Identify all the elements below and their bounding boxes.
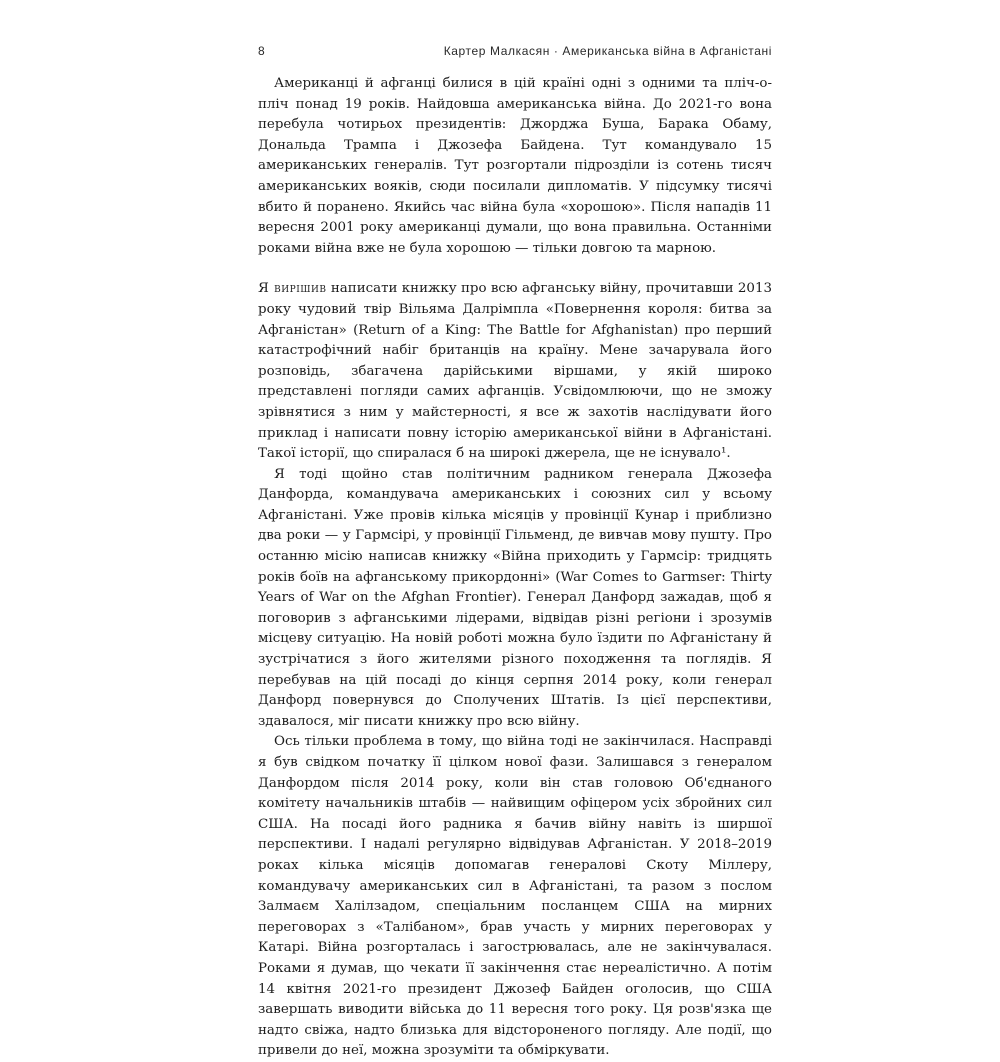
paragraph-2 [258, 279, 772, 464]
page-number: 8 [258, 44, 266, 58]
paragraph-4: Ось тільки проблема в тому, що війна тоді не закінчилася. Насправді я був свідком початку її цілком нової фази. Залишався з генералом Данфордом після 2014 року, коли він став головою Об'єднаного комітету начальників штабів — найвищим офіцером усіх збройних сил США. На посаді його радника я бачив війну навіть із ширшої перспективи. І надалі регулярно відвідував Афганістан. У 2018–2019 роках кілька місяців допомагав генералові Скоту Міллеру, командувачу американських сил в Афганістані, та разом з послом Залмаєм Халілзадом, спеціальним посланцем США на мирних переговорах з «Талібаном», брав участь у мирних переговорах у Катарі. Війна розгорталась і загострювалась, але не закінчувалася. Роками я думав, що чекати її закінчення стає нереалістично. А потім 14 квітня 2021-го президент Джозеф Байден оголосив, що США завершать виводити війська до 11 вересня того року. Ця розв'язка ще надто свіжа, надто близька для відстороненого погляду. Але події, що привели до неї, можна зрозуміти та обміркувати. [258, 734, 772, 1059]
paragraph-3: Я тоді щойно став політичним радником генерала Джозефа Данфорда, командувача американських і союзних сил у всьому Афганістані. Уже провів кілька місяців у провінції Кунар і приблизно два роки — у Гармсірі, у провінції Гільменд, де вивчав мову пушту. Про останню місію написав книжку «Війна приходить у Гармсір: тридцять років боїв на афганському прикордонні» (War Comes to Garmser: Thirty Years of War on the Afghan Frontier). Генерал Данфорд зажадав, щоб я поговорив з афганськими лідерами, відвідав різні регіони і зрозумів місцеву ситуацію. На новій роботі можна було їздити по Афганістану й зустрічатися з його жителями різного походження та поглядів. Я перебував на цій посаді до кінця серпня 2014 року, коли генерал Данфорд повернувся до Сполучених Штатів. Із цієї перспективи, здавалося, міг писати книжку про всю війну. [258, 466, 772, 729]
book-page [258, 44, 772, 1059]
paragraph-1: Американці й афганці билися в цій країні одні з одними та пліч-о-пліч понад 19 років. Найдовша американська війна. До 2021-го вона перебула чотирьох президентів: Джорджа Буша, Барака Обаму, Дональда Трампа і Джозефа Байдена. Тут командувало 15 американських генералів. Тут розгортали підрозділи із сотень тисяч американських вояків, сюди посилали дипломатів. У підсумку тисячі вбито й поранено. Якийсь час війна була «хорошою». Після нападів 11 вересня 2001 року американці думали, що вона правильна. Останніми роками війна вже не була хорошою — тільки довгою та марною. [258, 76, 772, 256]
paragraph-2-text: написати книжку про всю афганську війну, прочитавши 2013 року чудовий твір Вільяма Далрімпла «Повернення короля: битва за Афганістан» (Return of a King: The Battle for Afghanistan) про перший катастрофічний набіг британців на країну. Мене зачарувала його розповідь, збагачена дарійськими віршами, у якій широко представлені погляди самих афганців. Усвідомлюючи, що не зможу зрівнятися з ним у майстерності, я все ж захотів наслідувати його приклад і написати повну історію американської війни в Афганістані. Такої історії, що спиралася б на широкі джерела, ще не існувало¹. [258, 281, 772, 462]
body-text [258, 74, 772, 1062]
running-title: Картер Малкасян · Американська війна в Афганістані [443, 44, 772, 58]
running-head [258, 44, 772, 66]
section-lead-in: Я вирішив [258, 281, 327, 297]
